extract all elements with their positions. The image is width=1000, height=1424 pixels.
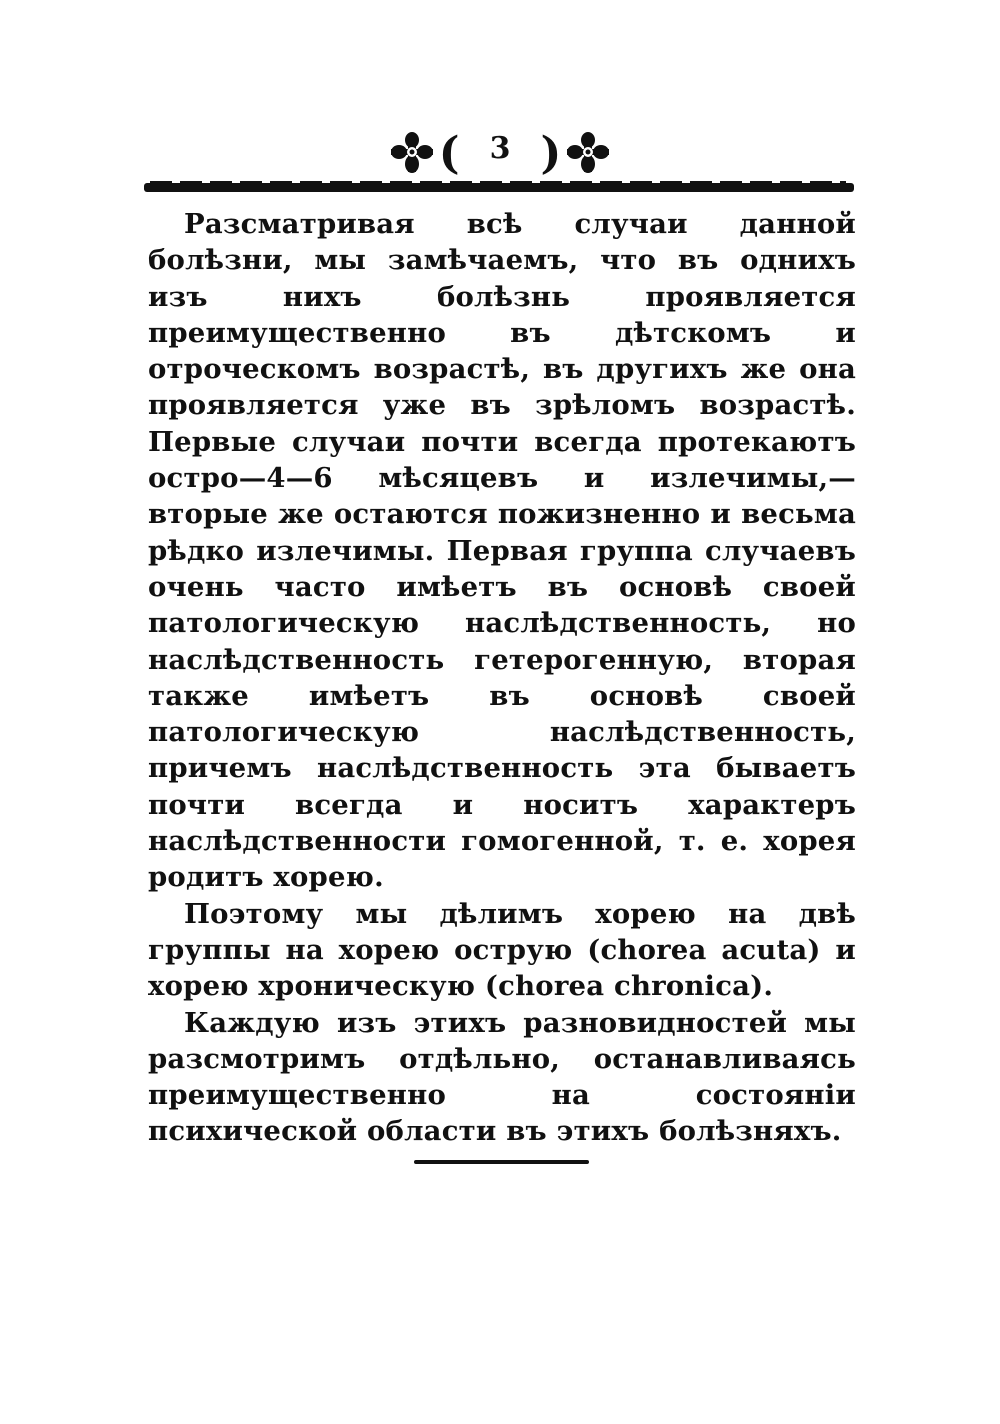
left-parenthesis: (	[438, 128, 460, 179]
page-header	[0, 118, 1000, 190]
paragraph-3: Каждую изъ этихъ разновидностей мы разсмотримъ отдѣльно, останавливаясь преимущественно на состояніи психической области въ этихъ болѣзняхъ.	[148, 1006, 856, 1148]
section-end-rule	[414, 1160, 589, 1164]
paragraph-1: Разсматривая всѣ случаи данной болѣзни, мы замѣчаемъ, что въ однихъ изъ нихъ болѣзнь проявляется преимущественно въ дѣтскомъ и отроческомъ возрастѣ, въ другихъ же она проявляется уже въ зрѣломъ возрастѣ. Первые случаи почти всегда протекаютъ остро—4—6 мѣсяцевъ и излечимы,—вторые же остаются пожизненно и весьма рѣдко излечимы. Первая группа случаевъ очень часто имѣетъ въ основѣ своей патологическую наслѣдственность, но наслѣдственность гетерогенную, вторая также имѣетъ въ основѣ своей патологическую наслѣдственность, причемъ наслѣдственность эта бываетъ почти всегда и носитъ характеръ наслѣдственности гомогенной, т. е. хорея родитъ хорею.	[148, 208, 856, 894]
right-fleuron-icon	[565, 130, 611, 178]
left-fleuron-icon	[389, 130, 435, 178]
body-text	[148, 206, 856, 1150]
paragraph-2: Поэтому мы дѣлимъ хорею на двѣ группы на хорею острую (chorea acuta) и хорею хроническую (chorea chronica).	[148, 897, 856, 1003]
right-parenthesis: )	[540, 128, 562, 179]
page-number: 3	[489, 130, 511, 166]
header-rule	[144, 183, 854, 192]
